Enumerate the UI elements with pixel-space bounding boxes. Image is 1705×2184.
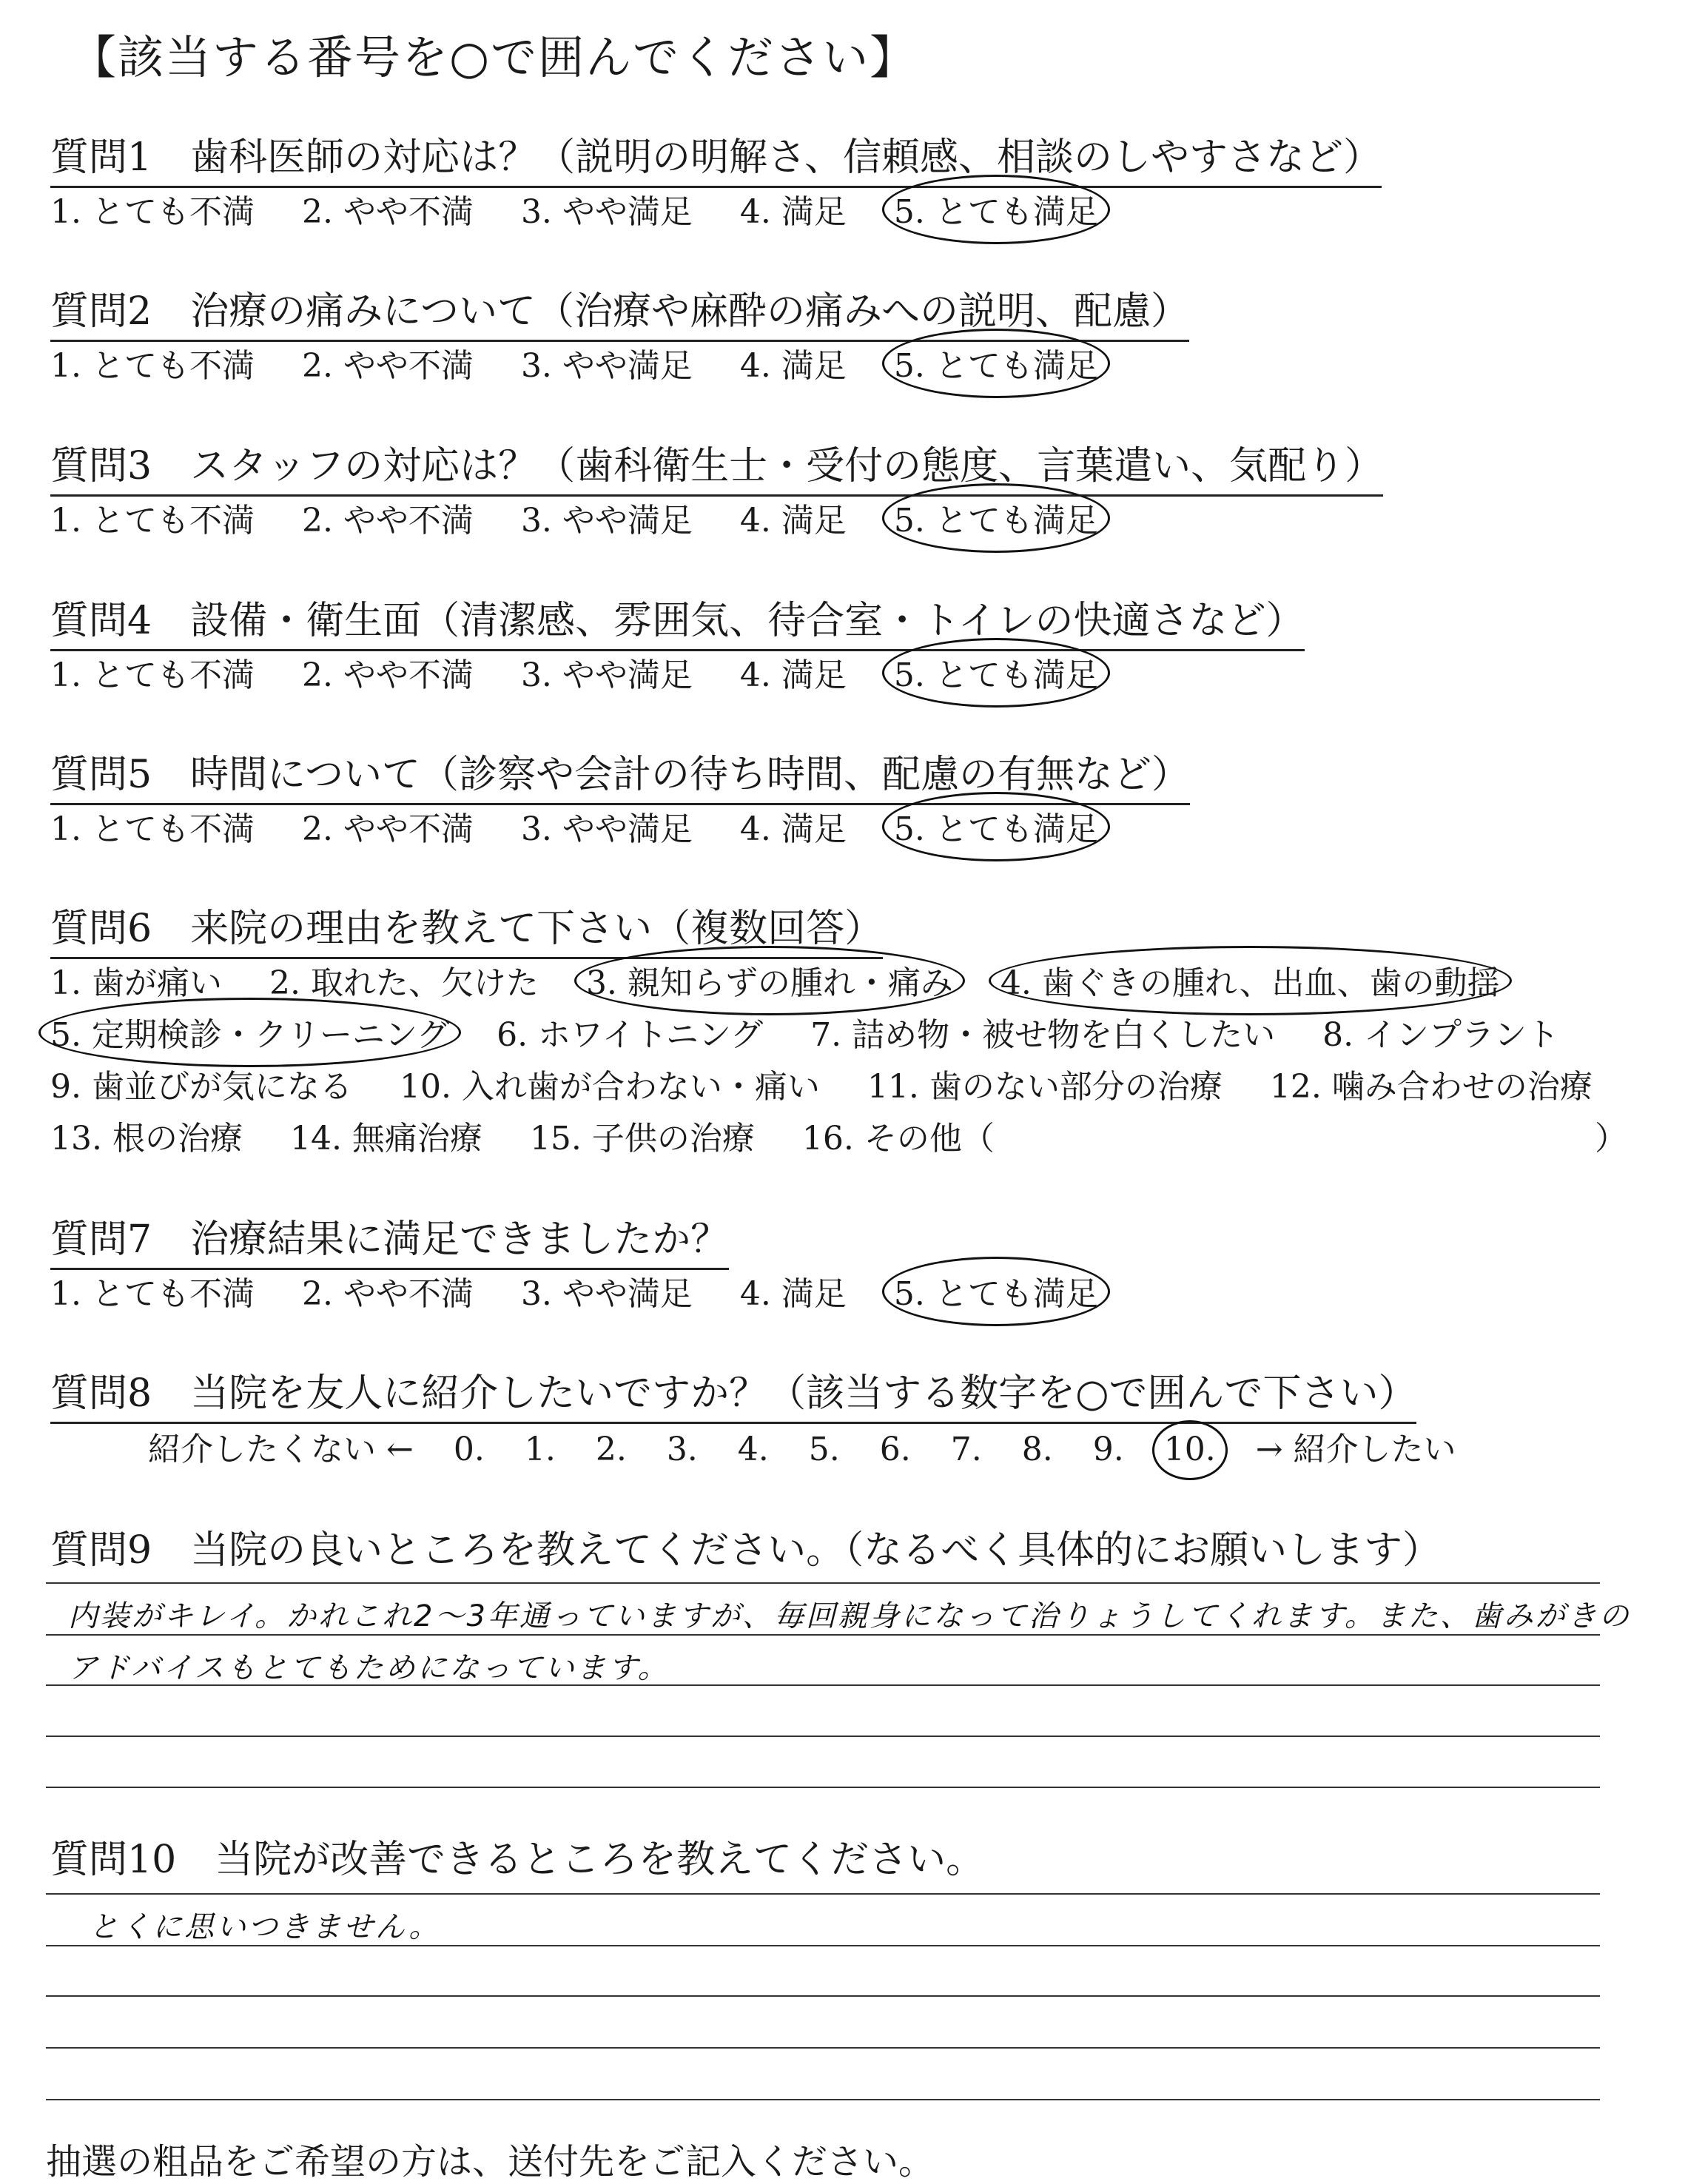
q2-option-3[interactable]: 3. やや満足: [520, 347, 693, 385]
q8-score-8[interactable]: 8.: [1021, 1431, 1053, 1468]
q8-score-7[interactable]: 7.: [950, 1431, 982, 1468]
question-6-title: 質問6 来院の理由を教えて下さい（複数回答）: [50, 897, 883, 959]
q6-option-12[interactable]: 12. 噛み合わせの治療: [1269, 1068, 1593, 1106]
q6-option-2[interactable]: 2. 取れた、欠けた: [269, 964, 539, 1002]
q7-option-4[interactable]: 4. 満足: [739, 1275, 847, 1313]
q8-score-10-circled[interactable]: 10.: [1163, 1431, 1216, 1468]
question-8-title: 質問8 当院を友人に紹介したいですか？（該当する数字を○で囲んで下さい）: [50, 1362, 1416, 1424]
q1-option-1[interactable]: 1. とても不満: [50, 193, 255, 231]
q8-right-label: → 紹介したい: [1255, 1431, 1456, 1468]
question-7-title: 質問7 治療結果に満足できましたか？: [50, 1208, 729, 1270]
question-8-scale: [148, 1422, 1486, 1470]
q9-answer-rule-2: [46, 1634, 1600, 1636]
q3-option-2[interactable]: 2. やや不満: [301, 502, 474, 540]
q8-score-6[interactable]: 6.: [879, 1431, 911, 1468]
question-9-title: 質問9 当院の良いところを教えてください。（なるべく具体的にお願いします）: [50, 1528, 1442, 1573]
question-2-title: 質問2 治療の痛みについて（治療や麻酔の痛みへの説明、配慮）: [50, 280, 1189, 342]
q6-option-16-close-paren: ）: [1595, 1120, 1627, 1157]
q5-option-1[interactable]: 1. とても不満: [50, 810, 255, 848]
q8-score-9[interactable]: 9.: [1092, 1431, 1124, 1468]
q9-handwritten-answer-line-1: 内装がキレイ。かれこれ2〜3年通っていますが、毎回親身になって治りょうしてくれます。また、歯みがきの: [68, 1599, 1631, 1633]
q7-option-2[interactable]: 2. やや不満: [301, 1275, 474, 1313]
q6-option-11[interactable]: 11. 歯のない部分の治療: [867, 1068, 1223, 1106]
q9-answer-rule-4: [46, 1736, 1600, 1737]
q5-option-5-circled[interactable]: 5. とても満足: [894, 802, 1098, 850]
q2-option-1[interactable]: 1. とても不満: [50, 347, 255, 385]
question-1-options: [50, 185, 1135, 232]
q2-option-2[interactable]: 2. やや不満: [301, 347, 474, 385]
q6-option-3-circled[interactable]: 3. 親知らずの腫れ・痛み: [586, 956, 953, 1004]
question-1-title: 質問1 歯科医師の対応は？（説明の明解さ、信頼感、相談のしやすさなど）: [50, 126, 1382, 188]
question-2-options: [50, 339, 1135, 386]
q6-option-9[interactable]: 9. 歯並びが気になる: [50, 1068, 352, 1106]
q1-option-5-circled[interactable]: 5. とても満足: [894, 185, 1098, 232]
q6-option-13[interactable]: 13. 根の治療: [50, 1120, 243, 1157]
q3-option-1[interactable]: 1. とても不満: [50, 502, 255, 540]
q4-option-3[interactable]: 3. やや満足: [520, 656, 693, 694]
q1-option-4[interactable]: 4. 満足: [739, 193, 847, 231]
q8-score-2[interactable]: 2.: [595, 1431, 627, 1468]
question-6-row-1: [50, 956, 1537, 1004]
question-6-row-3: [50, 1060, 1630, 1107]
q7-option-5-circled[interactable]: 5. とても満足: [894, 1267, 1098, 1314]
q9-answer-rule-5: [46, 1787, 1600, 1788]
question-3-title: 質問3 スタッフの対応は？（歯科衛生士・受付の態度、言葉遣い、気配り）: [50, 434, 1383, 497]
q6-option-7[interactable]: 7. 詰め物・被せ物を白くしたい: [810, 1016, 1276, 1054]
question-4-options: [50, 648, 1135, 696]
q9-handwritten-answer-line-2: アドバイスもとてもためになっています。: [68, 1651, 670, 1685]
q6-option-14[interactable]: 14. 無痛治療: [289, 1120, 482, 1157]
footer-note: 抽選の粗品をご希望の方は、送付先をご記入ください。: [46, 2141, 935, 2183]
question-5-options: [50, 802, 1135, 850]
q8-score-1[interactable]: 1.: [524, 1431, 556, 1468]
q6-option-4-circled[interactable]: 4. 歯ぐきの腫れ、出血、歯の動揺: [1001, 956, 1500, 1004]
q3-option-3[interactable]: 3. やや満足: [520, 502, 693, 540]
q5-option-3[interactable]: 3. やや満足: [520, 810, 693, 848]
q1-option-2[interactable]: 2. やや不満: [301, 193, 474, 231]
question-4-title: 質問4 設備・衛生面（清潔感、雰囲気、待合室・トイレの快適さなど）: [50, 589, 1305, 651]
q1-option-3[interactable]: 3. やや満足: [520, 193, 693, 231]
q8-score-0[interactable]: 0.: [453, 1431, 485, 1468]
q6-option-1[interactable]: 1. 歯が痛い: [50, 964, 222, 1002]
q10-answer-rule-5: [46, 2099, 1600, 2100]
q10-answer-rule-4: [46, 2047, 1600, 2049]
q5-option-4[interactable]: 4. 満足: [739, 810, 847, 848]
q6-option-16[interactable]: 16. その他（: [801, 1120, 995, 1157]
question-6-row-4: [50, 1112, 1032, 1159]
q4-option-5-circled[interactable]: 5. とても満足: [894, 648, 1098, 696]
q3-option-5-circled[interactable]: 5. とても満足: [894, 494, 1098, 541]
q10-handwritten-answer: とくに思いつきません。: [89, 1910, 441, 1944]
q9-answer-rule-3: [46, 1684, 1600, 1686]
q5-option-2[interactable]: 2. やや不満: [301, 810, 474, 848]
q6-option-5-circled[interactable]: 5. 定期検診・クリーニング: [50, 1008, 449, 1055]
q6-option-15[interactable]: 15. 子供の治療: [529, 1120, 755, 1157]
q8-score-5[interactable]: 5.: [808, 1431, 840, 1468]
q7-option-1[interactable]: 1. とても不満: [50, 1275, 255, 1313]
q8-score-3[interactable]: 3.: [666, 1431, 698, 1468]
q9-answer-rule-1: [46, 1582, 1600, 1584]
q10-answer-rule-3: [46, 1995, 1600, 1997]
q8-left-label: 紹介したくない ←: [148, 1431, 414, 1468]
q6-option-10[interactable]: 10. 入れ歯が合わない・痛い: [399, 1068, 820, 1106]
q10-answer-rule-2: [46, 1945, 1600, 1946]
q10-answer-rule-1: [46, 1893, 1600, 1895]
q4-option-4[interactable]: 4. 満足: [739, 656, 847, 694]
q6-option-6[interactable]: 6. ホワイトニング: [497, 1016, 764, 1054]
q4-option-1[interactable]: 1. とても不満: [50, 656, 255, 694]
question-3-options: [50, 494, 1135, 541]
q8-score-4[interactable]: 4.: [737, 1431, 769, 1468]
q2-option-4[interactable]: 4. 満足: [739, 347, 847, 385]
page-header: 【該当する番号を○で囲んでください】: [70, 30, 918, 84]
q2-option-5-circled[interactable]: 5. とても満足: [894, 339, 1098, 386]
q4-option-2[interactable]: 2. やや不満: [301, 656, 474, 694]
q3-option-4[interactable]: 4. 満足: [739, 502, 847, 540]
question-10-title: 質問10 当院が改善できるところを教えてください。: [50, 1838, 985, 1882]
question-7-options: [50, 1267, 1135, 1314]
q6-option-8[interactable]: 8. インプラント: [1322, 1016, 1560, 1054]
question-6-row-2: [50, 1008, 1596, 1055]
q7-option-3[interactable]: 3. やや満足: [520, 1275, 693, 1313]
question-5-title: 質問5 時間について（診察や会計の待ち時間、配慮の有無など）: [50, 743, 1190, 805]
